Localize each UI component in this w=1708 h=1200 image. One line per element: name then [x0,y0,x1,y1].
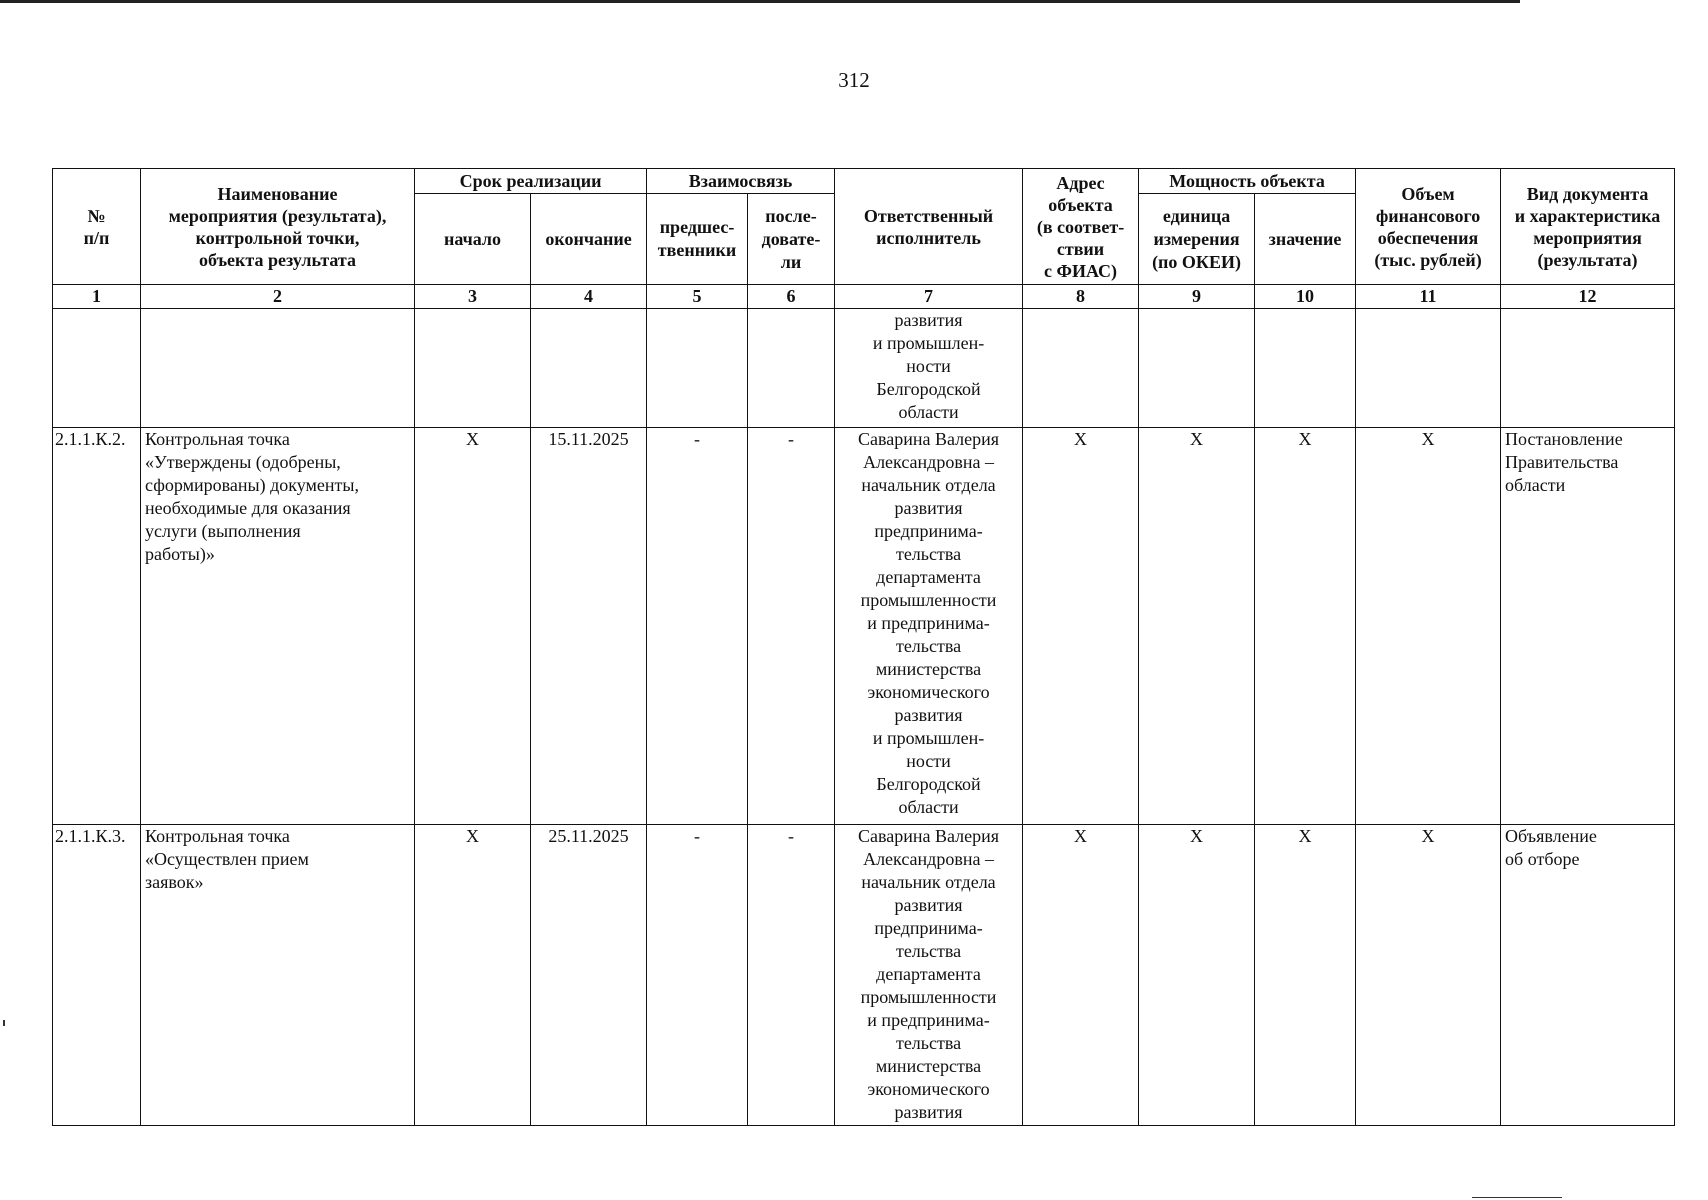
value-cell: X [1255,428,1356,825]
start-cell: X [415,428,531,825]
column-number: 10 [1255,285,1356,309]
row-number: 2.1.1.К.2. [53,428,141,825]
page-number: 312 [838,68,870,92]
column-number: 2 [141,285,415,309]
item-name: Контрольная точка «Осуществлен прием заявок» [141,825,415,1126]
header-value: значение [1255,194,1356,285]
header-period: Срок реализации [415,169,647,194]
column-number: 9 [1139,285,1255,309]
column-number: 6 [748,285,835,309]
top-border-line [0,0,1520,3]
column-number-row [53,285,1675,309]
header-predecessors: предшес- твенники [647,194,748,285]
document-cell: Объявление об отборе [1501,825,1675,1126]
column-number: 8 [1023,285,1139,309]
table-row [53,428,1675,825]
successors-cell: - [748,428,835,825]
predecessors-cell: - [647,428,748,825]
successors-cell: - [748,825,835,1126]
address-cell: X [1023,825,1139,1126]
predecessors-cell: - [647,825,748,1126]
end-date-cell: 25.11.2025 [531,825,647,1126]
header-successors: после- довате- ли [748,194,835,285]
header-end: окончание [531,194,647,285]
column-number: 4 [531,285,647,309]
column-number: 3 [415,285,531,309]
header-start: начало [415,194,531,285]
header-num: № п/п [53,169,141,285]
responsible-cell: Саварина Валерия Александровна – начальник отдела развития предпринима- тельства департамента промышленности и предпринима- тельства министерства экономического развития [835,825,1023,1126]
end-date-cell: 15.11.2025 [531,428,647,825]
table-row-continuation [53,309,1675,428]
plan-table [52,168,1675,1126]
document-cell: Постановление Правительства области [1501,428,1675,825]
row-number: 2.1.1.К.3. [53,825,141,1126]
header-document: Вид документа и характеристика мероприятия (результата) [1501,169,1675,285]
unit-cell: X [1139,428,1255,825]
responsible-cell: развития и промышлен- ности Белгородской области [835,309,1023,428]
header-link: Взаимосвязь [647,169,835,194]
start-cell: X [415,825,531,1126]
value-cell: X [1255,825,1356,1126]
column-number: 12 [1501,285,1675,309]
header-unit: единица измерения (по ОКЕИ) [1139,194,1255,285]
finance-cell: X [1356,825,1501,1126]
header-responsible: Ответственный исполнитель [835,169,1023,285]
header-address: Адрес объекта (в соответ- ствии с ФИАС) [1023,169,1139,285]
table-row [53,825,1675,1126]
column-number: 1 [53,285,141,309]
unit-cell: X [1139,825,1255,1126]
item-name: Контрольная точка «Утверждены (одобрены, сформированы) документы, необходимые для оказания услуги (выполнения работы)» [141,428,415,825]
header-name: Наименование мероприятия (результата), контрольной точки, объекта результата [141,169,415,285]
scan-mark [1472,1197,1562,1198]
header-row-1 [53,169,1675,194]
header-finance: Объем финансового обеспечения (тыс. рублей) [1356,169,1501,285]
column-number: 11 [1356,285,1501,309]
responsible-cell: Саварина Валерия Александровна – начальник отдела развития предпринима- тельства департамента промышленности и предпринима- тельства министерства экономического развития и промышлен- ности Белгородской области [835,428,1023,825]
header-capacity: Мощность объекта [1139,169,1356,194]
column-number: 7 [835,285,1023,309]
address-cell: X [1023,428,1139,825]
column-number: 5 [647,285,748,309]
finance-cell: X [1356,428,1501,825]
scan-mark [3,1020,5,1026]
